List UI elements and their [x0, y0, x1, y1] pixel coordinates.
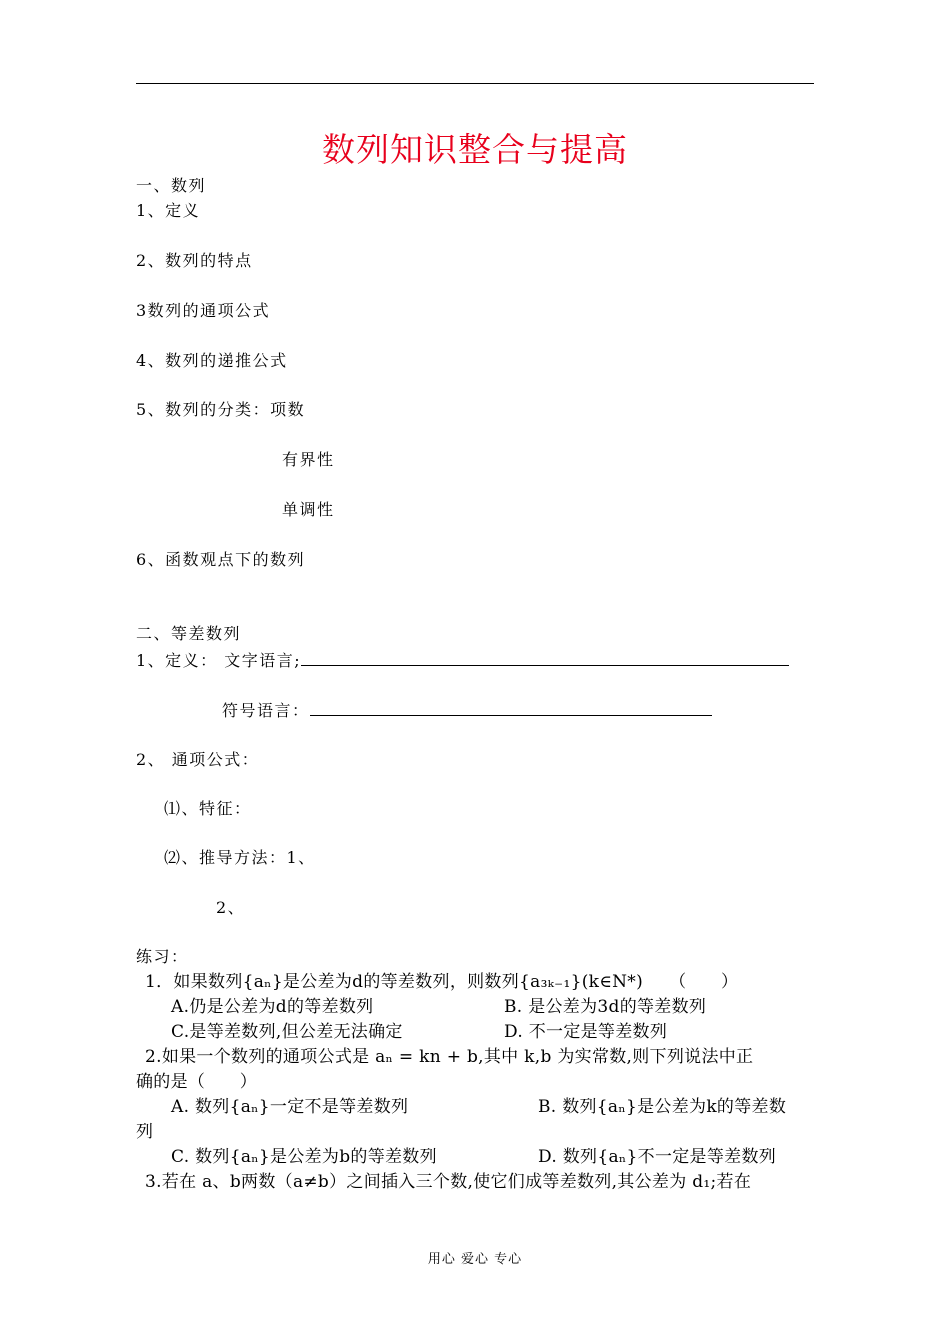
question-2-line-2: 确的是（ ）: [136, 1072, 258, 1092]
item-boundedness: 有界性: [282, 450, 335, 469]
def-text-blank[interactable]: [301, 649, 789, 666]
question-2-line-1: 2.如果一个数列的通项公式是 aₙ = kn + b,其中 k,b 为实常数,则下列说法中正: [145, 1047, 754, 1067]
q2-option-d: D. 数列{aₙ}不一定是等差数列: [538, 1147, 777, 1167]
derive-label: ⑵、推导方法：1、: [164, 848, 316, 867]
feature-label: ⑴、特征：: [164, 799, 252, 818]
question-1: 1．如果数列{aₙ}是公差为d的等差数列，则数列{a₃ₖ₋₁}(k∈N*) （ ）: [145, 972, 739, 992]
item-recursive-formula: 4、数列的递推公式: [136, 351, 288, 370]
section-heading-sequence: 一、数列: [136, 176, 207, 195]
def-symbol-blank[interactable]: [310, 699, 712, 716]
item-monotonicity: 单调性: [282, 500, 335, 519]
footer-text: 用心 爱心 专心: [427, 1252, 523, 1267]
q2-option-a: A. 数列{aₙ}一定不是等差数列: [171, 1097, 409, 1117]
def-text-line: [136, 649, 789, 672]
q1-option-d: D. 不一定是等差数列: [504, 1022, 668, 1042]
def-text-label: 1、定义： 文字语言;: [136, 651, 302, 670]
item-features: 2、数列的特点: [136, 251, 253, 270]
header-rule: [136, 83, 814, 84]
q2-option-b: B. 数列{aₙ}是公差为k的等差数: [538, 1097, 787, 1117]
q2-option-c: C. 数列{aₙ}是公差为b的等差数列: [171, 1147, 437, 1167]
item-definition: 1、定义: [136, 201, 201, 220]
section-heading-arithmetic: 二、等差数列: [136, 624, 242, 643]
q1-option-a: A.仍是公差为d的等差数列: [171, 997, 374, 1017]
def-symbol-label: 符号语言：: [222, 701, 310, 720]
page-title: 数列知识整合与提高: [322, 130, 628, 169]
item-general-formula: 3数列的通项公式: [136, 301, 271, 320]
derive-label-2: 2、: [216, 898, 246, 917]
item-function-view: 6、函数观点下的数列: [136, 550, 306, 569]
general-formula-label: 2、 通项公式：: [136, 750, 260, 769]
question-3: 3.若在 a、b两数（a≠b）之间插入三个数,使它们成等差数列,其公差为 d₁;若在: [145, 1172, 752, 1192]
exercise-heading: 练习：: [136, 947, 189, 966]
q2-option-b-continued: 列: [136, 1122, 154, 1142]
q1-option-c: C.是等差数列,但公差无法确定: [171, 1022, 403, 1042]
q1-option-b: B. 是公差为3d的等差数列: [504, 997, 707, 1017]
def-symbol-line: [222, 699, 712, 722]
item-classification: 5、数列的分类：项数: [136, 400, 306, 419]
